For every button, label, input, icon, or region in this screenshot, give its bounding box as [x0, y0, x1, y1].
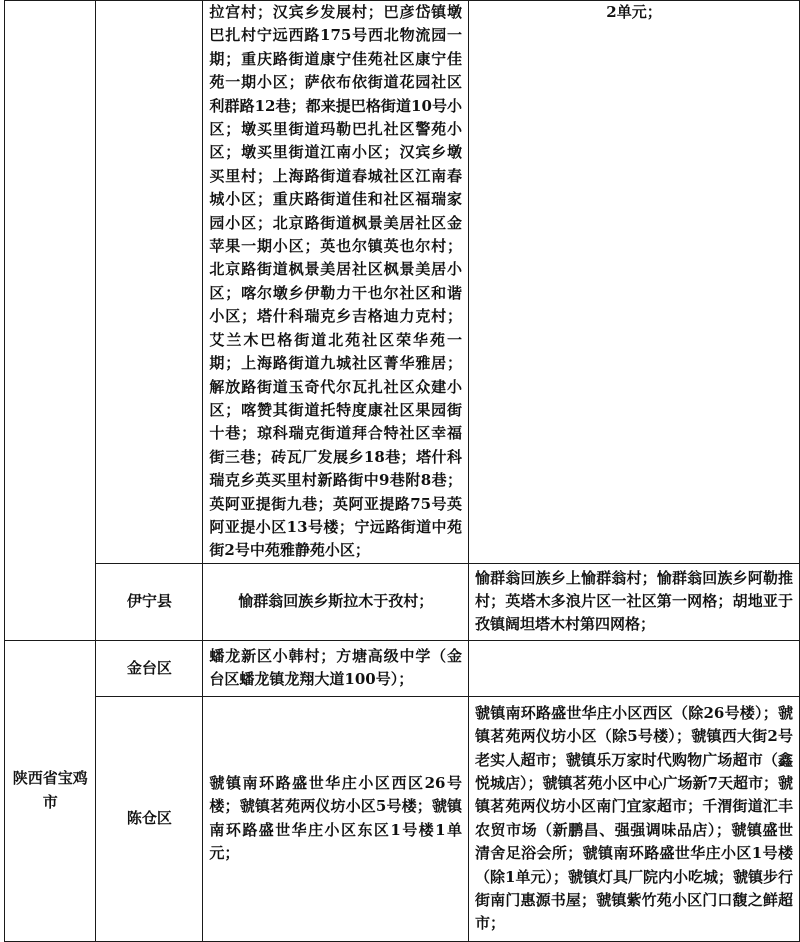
area-list-cell: 虢镇南环路盛世华庄小区西区26号楼；虢镇茗苑两仪坊小区5号楼；虢镇南环路盛世华庄小区东区1号楼1单元； — [203, 696, 469, 941]
district-cell: 金台区 — [96, 640, 203, 696]
area-list-cell: 愉群翁回族乡上愉群翁村；愉群翁回族乡阿勒推村；英塔木多浪片区一社区第一网格；胡地亚于孜镇阔坦塔木村第四网格； — [469, 563, 800, 640]
area-list-cell — [469, 640, 800, 696]
table-row — [5, 1, 800, 564]
area-list-cell: 蟠龙新区小韩村；方塘高级中学（金台区蟠龙镇龙翔大道100号）； — [203, 640, 469, 696]
area-list-cell: 2单元； — [469, 1, 800, 564]
area-list-cell: 虢镇南环路盛世华庄小区西区（除26号楼）；虢镇茗苑两仪坊小区（除5号楼）；虢镇西大街2号老实人超市；虢镇乐万家时代购物广场超市（鑫悦城店）；虢镇茗苑小区中心广场新7天超市；虢镇茗苑两仪坊小区南门宜家超市；千渭街道汇丰农贸市场（新鹏昌、强强调味品店）；虢镇盛世清舍足浴会所；虢镇南环路盛世华庄小区1号楼（除1单元）；虢镇灯具厂院内小吃城；虢镇步行街南门惠源书屋；虢镇紫竹苑小区门口馥之鲜超市； — [469, 696, 800, 941]
table-row — [5, 563, 800, 640]
district-cell: 伊宁县 — [96, 563, 203, 640]
area-list-cell: 愉群翁回族乡斯拉木于孜村； — [203, 563, 469, 640]
risk-area-table — [4, 0, 800, 942]
table-row — [5, 696, 800, 941]
province-cell: 陕西省宝鸡市 — [5, 640, 96, 941]
area-list-cell: 拉宫村；汉宾乡发展村；巴彦岱镇墩巴扎村宁远西路175号西北物流园一期；重庆路街道康宁佳苑社区康宁佳苑一期小区；萨依布依街道花园社区利群路12巷；都来提巴格街道10号小区；墩买里街道玛勒巴扎社区警苑小区；墩买里街道江南小区；汉宾乡墩买里村；上海路街道春城社区江南春城小区；重庆路街道佳和社区福瑞家园小区；北京路街道枫景美居社区金苹果一期小区；英也尔镇英也尔村；北京路街道枫景美居社区枫景美居小区；喀尔墩乡伊勒力干也尔社区和谐小区；塔什科瑞克乡吉格迪力克村；艾兰木巴格街道北苑社区荣华苑一期；上海路街道九城社区菁华雅居；解放路街道玉奇代尔瓦扎社区众建小区；喀赞其街道托特度康社区果园街十巷；琼科瑞克街道拜合特社区幸福街三巷；砖瓦厂发展乡18巷；塔什科瑞克乡英买里村新路街中9巷附8巷；英阿亚提街九巷；英阿亚提路75号英阿亚提小区13号楼；宁远路街道中苑街2号中苑雅静苑小区； — [203, 1, 469, 564]
district-cell — [96, 1, 203, 564]
table-row — [5, 640, 800, 696]
district-cell: 陈仓区 — [96, 696, 203, 941]
province-cell — [5, 1, 96, 641]
